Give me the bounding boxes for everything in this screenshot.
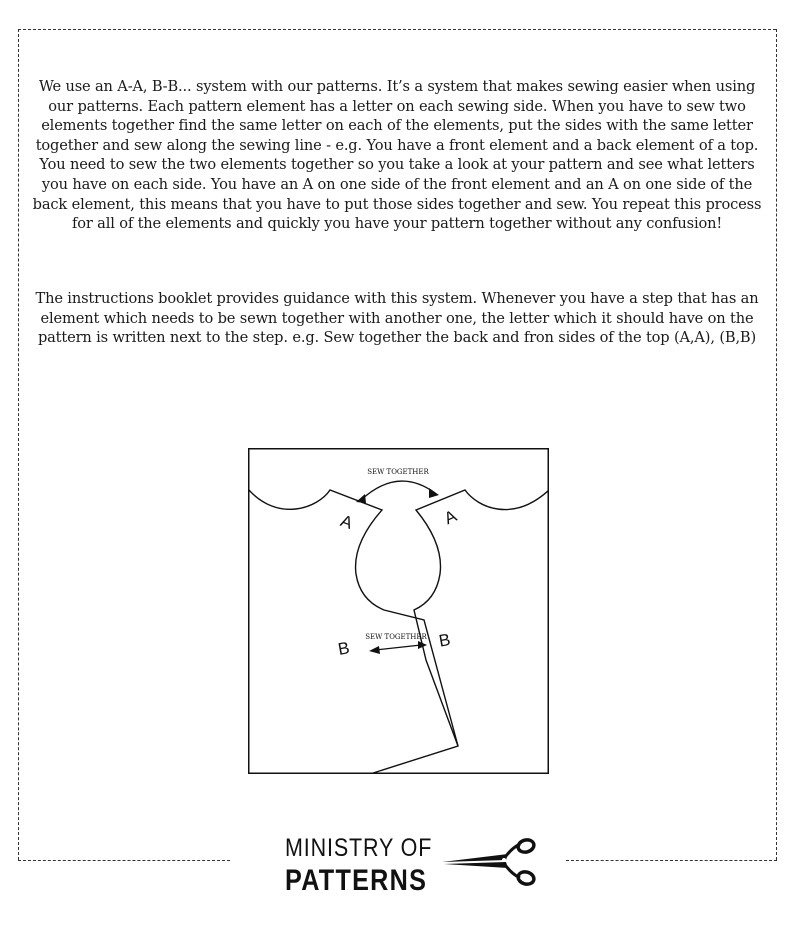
scissors-icon (440, 838, 540, 886)
border-right (776, 29, 777, 860)
border-bottom-left (18, 860, 230, 861)
border-left (18, 29, 19, 860)
booklet-paragraph: The instructions booklet provides guidance with this system. Whenever you have a step that has an element which needs to be sewn together with another one, the letter which it should have on the pattern is written next to the step. e.g. Sew together the back and fron sides of the top (A,A), (B,B) (35, 290, 759, 347)
letter-b-left: B (336, 638, 351, 659)
lower-sew-label: SEW TOGETHER (365, 633, 427, 641)
upper-sew-label: SEW TOGETHER (367, 468, 429, 476)
letter-a-right: A (441, 506, 460, 529)
sewing-diagram (248, 448, 549, 774)
letter-a-left: A (338, 511, 356, 533)
letter-b-right: B (437, 630, 452, 651)
border-bottom-right (566, 860, 777, 861)
border-top (18, 29, 776, 30)
logo-line-2: PATTERNS (285, 864, 428, 897)
intro-paragraph: We use an A-A, B-B... system with our patterns. It’s a system that makes sewing easier when using our patterns. Each pattern element has a letter on each sewing side. When you have to sew two elements together find the same letter on each of the elements, put the sides with the same letter together and sew along the sewing line - e.g. You have a front element and a back element of a top. You need to sew the two elements together so you take a look at your pattern and see what letters you have on each side. You have an A on one side of the front element and an A on one side of the back element, this means that you have to put those sides together and sew. You repeat this process for all of the elements and quickly you have your pattern together without any confusion! (32, 78, 762, 233)
brand-logo (285, 830, 545, 900)
logo-line-1: MINISTRY OF (285, 834, 433, 862)
